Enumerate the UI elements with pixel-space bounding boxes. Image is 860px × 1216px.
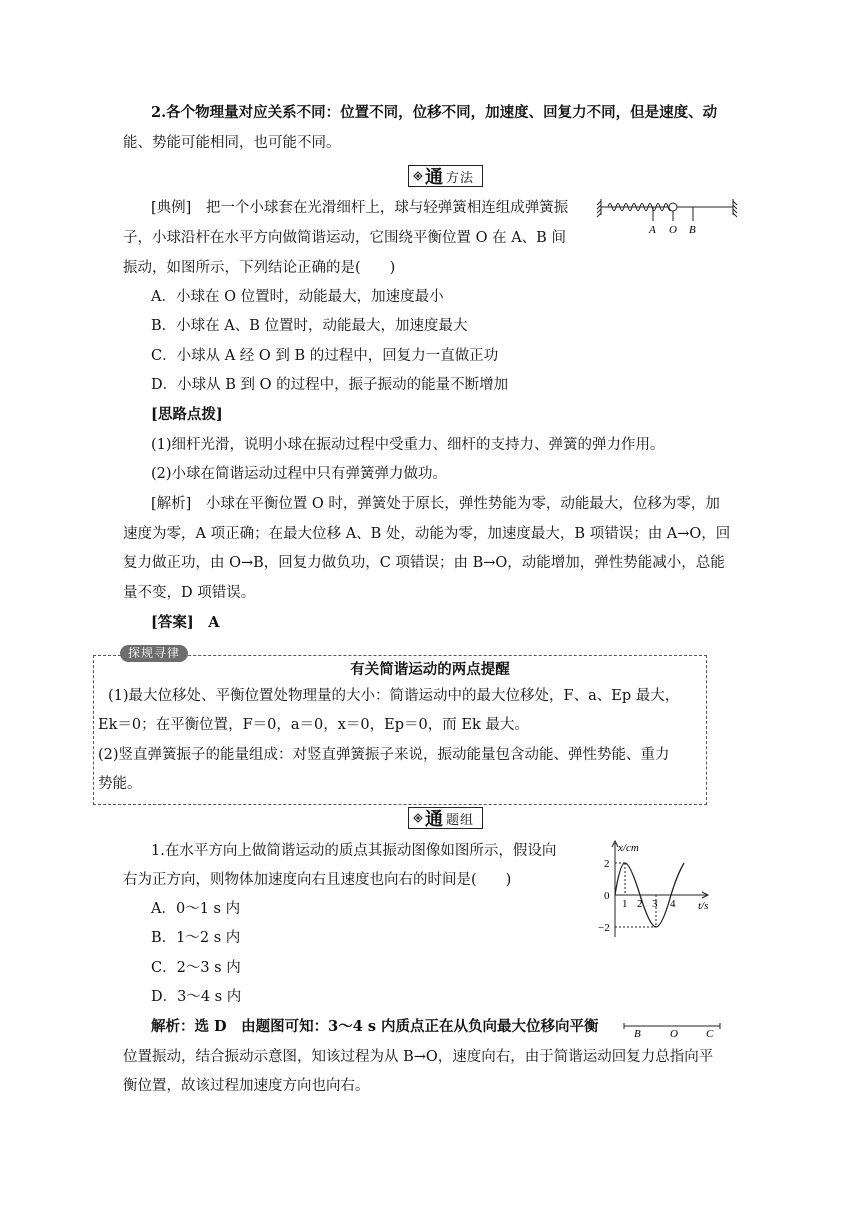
analysis-line-1: [解析] 小球在平衡位置 O 时，弹簧处于原长，弹性势能为零，动能最大，位移为零，加 — [151, 496, 720, 512]
group-badge-small: 题组 — [446, 812, 475, 828]
fig2-label-o: O — [670, 1028, 678, 1040]
graph-ylabel: x/cm — [618, 842, 639, 854]
example-line-1: [典例] 把一个小球套在光滑细杆上，球与轻弹簧相连组成弹簧振 — [151, 200, 569, 216]
example-line-3: 振动，如图所示，下列结论正确的是( ) — [123, 260, 396, 276]
fig-label-b: B — [689, 224, 696, 236]
answer: [答案] A — [151, 614, 220, 631]
graph-xtick-1: 1 — [622, 898, 628, 910]
fig2-label-c: C — [706, 1028, 714, 1040]
method-badge-small: 方法 — [446, 170, 475, 186]
fig2-label-b: B — [634, 1028, 641, 1040]
option-a: A．小球在 O 位置时，动能最大，加速度最小 — [151, 289, 444, 305]
analysis-line-3: 复力做正功，由 O→B，回复力做负功，C 项错误；由 B→O，动能增加，弹性势能减小，总能 — [123, 555, 725, 571]
example-line-2: 子，小球沿杆在水平方向做简谐运动，它围绕平衡位置 O 在 A、B 间 — [123, 230, 566, 246]
fig-label-a: A — [649, 224, 656, 236]
rule-line-2: Ek＝0；在平衡位置，F＝0，a＝0，x＝0，Ep＝0，而 Ek 最大。 — [98, 717, 529, 733]
rule-line-1: (1)最大位移处、平衡位置处物理量的大小：简谐运动中的最大位移处，F、a、Ep 最大， — [108, 688, 680, 704]
graph-ytick-neg2: −2 — [598, 922, 610, 934]
graph-ytick-0: 0 — [604, 890, 610, 902]
option-d: D．小球从 B 到 O 的过程中，振子振动的能量不断增加 — [151, 377, 509, 393]
question-option-c: C．2～3 s 内 — [151, 960, 241, 976]
rule-box-title: 有关简谐运动的两点提醒 — [350, 661, 510, 678]
diamond-icon — [413, 171, 423, 181]
method-badge — [408, 165, 483, 187]
hint-line-2: (2)小球在简谐运动过程中只有弹簧弹力做功。 — [151, 466, 448, 482]
intro-line-2: 能、势能可能相同，也可能不同。 — [123, 135, 341, 151]
diamond-icon — [413, 813, 423, 823]
option-c: C．小球从 A 经 O 到 B 的过程中，回复力一直做正功 — [151, 348, 499, 364]
graph-ytick-2: 2 — [604, 858, 610, 870]
group-badge — [408, 807, 483, 829]
question-option-b: B．1～2 s 内 — [151, 930, 241, 946]
option-b: B．小球在 A、B 位置时，动能最大，加速度最大 — [151, 318, 468, 334]
solution-line-2: 位置振动，结合振动示意图，知该过程为从 B→O，速度向右，由于简谐运动回复力总指向平 — [123, 1049, 714, 1065]
vibration-graph — [592, 835, 727, 945]
graph-xtick-4: 4 — [670, 898, 676, 910]
hint-line-1: (1)细杆光滑，说明小球在振动过程中受重力、细杆的支持力、弹簧的弹力作用。 — [151, 437, 665, 453]
method-badge-big: 通 — [425, 167, 443, 188]
graph-xtick-3: 3 — [652, 898, 658, 910]
question-option-d: D．3～4 s 内 — [151, 989, 242, 1005]
b-o-c-figure — [620, 1018, 724, 1042]
hint-title: [思路点拨] — [151, 406, 223, 423]
rule-line-3: (2)竖直弹簧振子的能量组成：对竖直弹簧振子来说，振动能量包含动能、弹性势能、重力 — [98, 747, 670, 763]
question-option-a: A．0～1 s 内 — [151, 901, 241, 917]
rule-line-4: 势能。 — [98, 776, 142, 792]
analysis-line-2: 速度为零，A 项正确；在最大位移 A、B 处，动能为零，加速度最大，B 项错误；由 A→O，回 — [123, 526, 731, 542]
graph-xtick-2: 2 — [637, 898, 643, 910]
fig-label-o: O — [669, 224, 677, 236]
analysis-line-4: 量不变，D 项错误。 — [123, 585, 256, 601]
solution-line-3: 衡位置，故该过程加速度方向也向右。 — [123, 1078, 370, 1094]
question-line-1: 1.在水平方向上做简谐运动的质点其振动图像如图所示，假设向 — [151, 843, 557, 859]
graph-xlabel: t/s — [698, 900, 709, 912]
question-line-2: 右为正方向，则物体加速度向右且速度也向右的时间是( ) — [123, 872, 512, 888]
rule-tag: 探规寻律 — [120, 645, 188, 662]
intro-line-1: 2.各个物理量对应关系不同：位置不同，位移不同，加速度、回复力不同，但是速度、动 — [151, 104, 718, 121]
solution-line-1: 解析：选 D 由题图可知：3～4 s 内质点正在从负向最大位移向平衡 — [151, 1018, 599, 1035]
spring-oscillator-figure — [596, 195, 742, 237]
group-badge-big: 通 — [425, 809, 443, 830]
